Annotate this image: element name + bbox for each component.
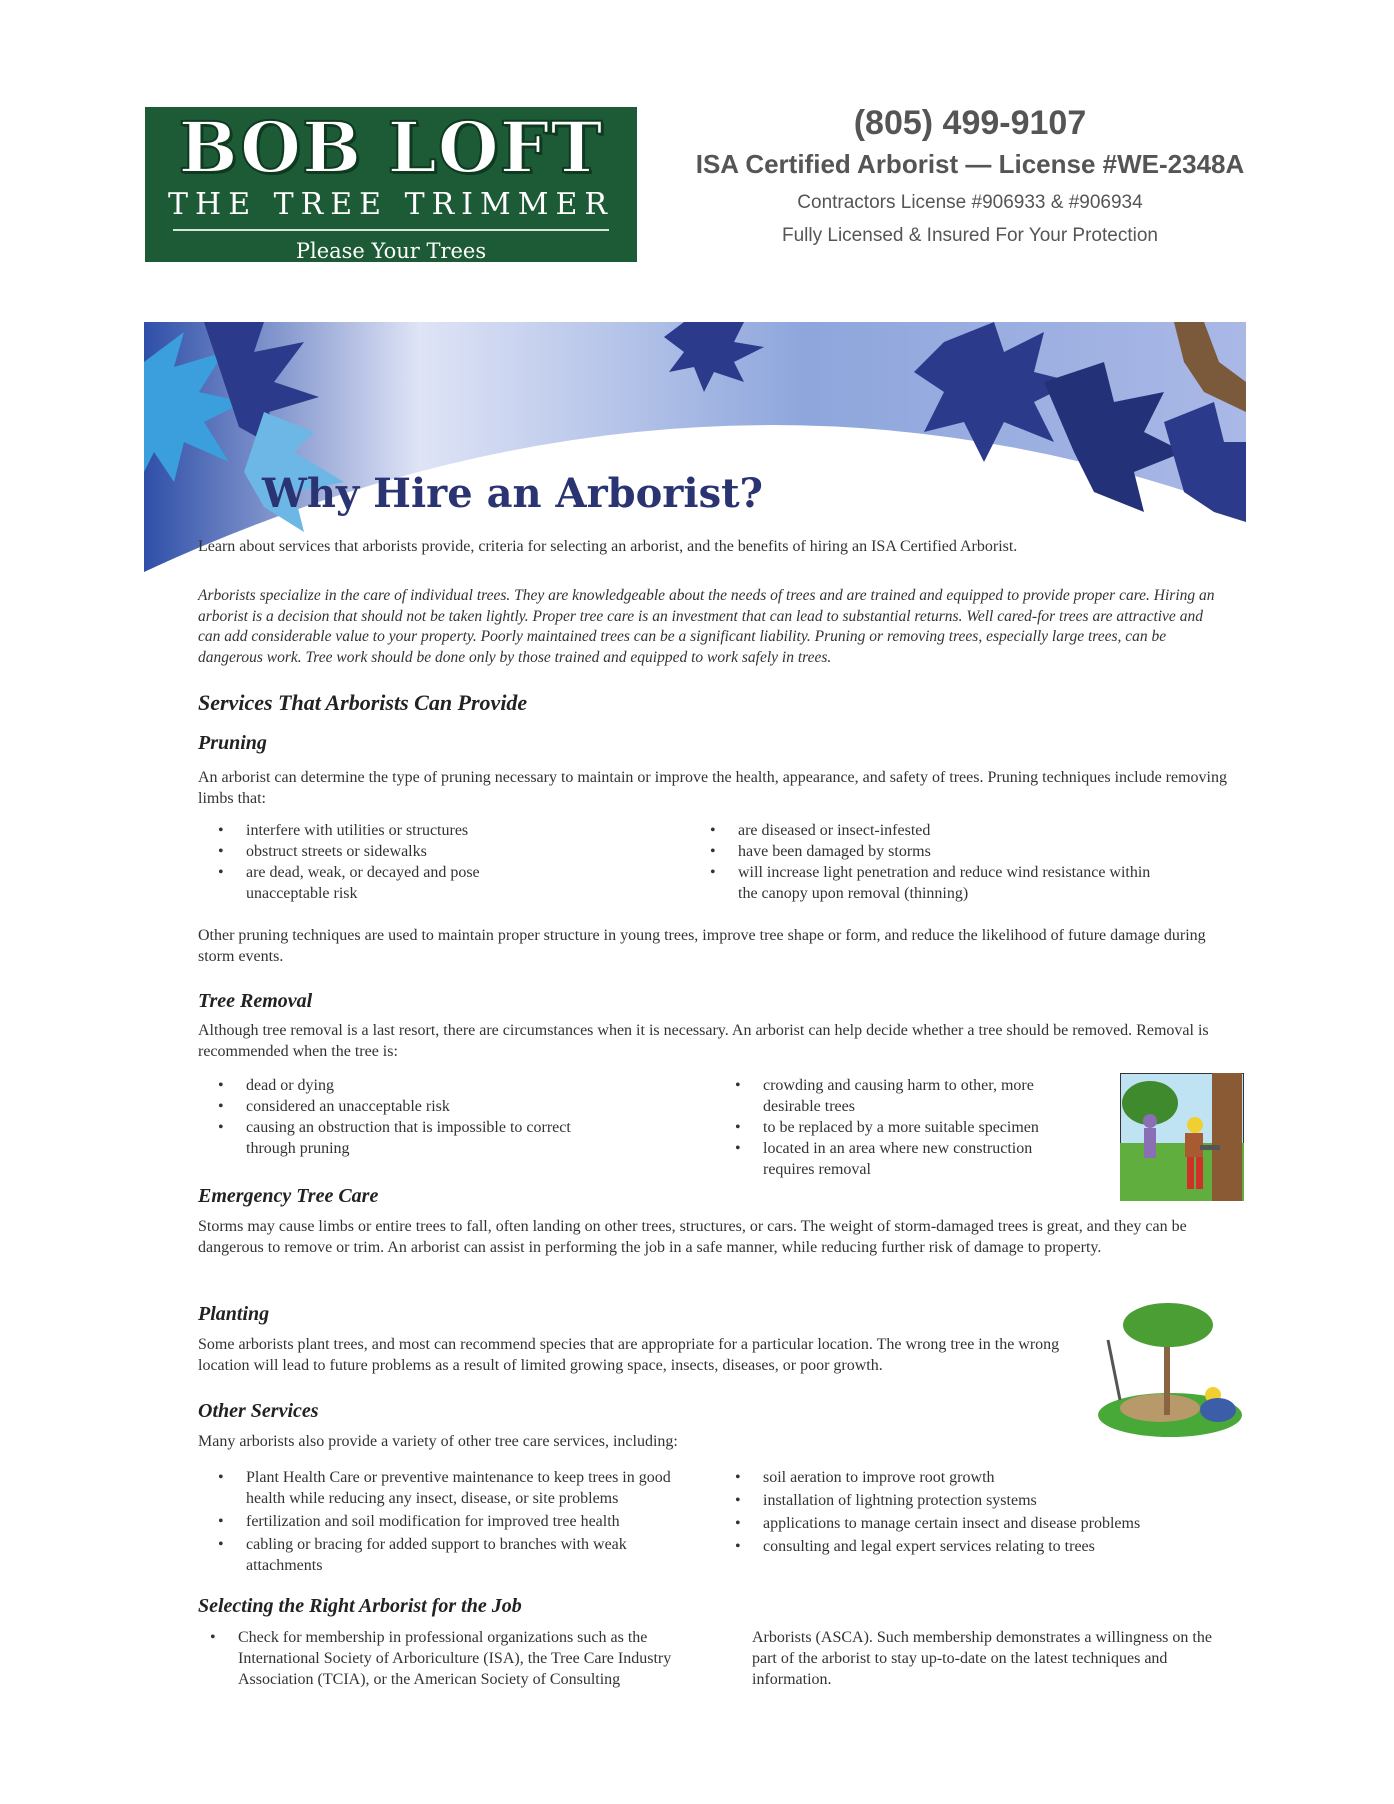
list-item: • to be replaced by a more suitable specimen	[715, 1117, 1055, 1138]
logo-tagline: Please Your Trees	[295, 239, 487, 263]
tree-removal-illustration	[1120, 1073, 1244, 1201]
logo-name: BOB LOFT	[178, 106, 604, 189]
other-heading: Other Services	[198, 1400, 319, 1422]
list-item: • soil aeration to improve root growth	[715, 1467, 1195, 1488]
logo-divider	[173, 229, 609, 231]
pruning-list-right	[690, 820, 1160, 904]
intro-italic: Arborists specialize in the care of individual trees. They are knowledgeable about the needs of trees and are trained and equipped to provide proper care. Hiring an arborist is a decision that should not be taken lightly. Proper tree care is an investment that can lead to substantial returns. Well cared-for trees are attractive and can add considerable value to your property. Poorly maintained trees can be a significant liability. Pruning or removing trees, especially large trees, can be dangerous work. Tree work should be done only by those trained and equipped to work safely in trees.	[198, 587, 1215, 666]
pruning-text: An arborist can determine the type of pruning necessary to maintain or improve the health, appearance, and safety of trees. Pruning techniques include removing limbs that:	[198, 769, 1227, 807]
contact-block	[640, 104, 1300, 258]
list-item: • dead or dying	[198, 1075, 578, 1096]
emergency-text: Storms may cause limbs or entire trees to fall, often landing on other trees, structures, or cars. The weight of storm-damaged trees is great, and they can be dangerous to remove or trim. An arborist can assist in performing the job in a safe manner, while reducing further risk of damage to property.	[198, 1218, 1187, 1256]
planting-text: Some arborists plant trees, and most can recommend species that are appropriate for a particular location. The wrong tree in the wrong location will lead to future problems as a result of limited growing space, insects, diseases, or poor growth.	[198, 1336, 1060, 1374]
list-item: • causing an obstruction that is impossible to correct through pruning	[198, 1117, 578, 1159]
pruning-heading: Pruning	[198, 732, 267, 754]
list-item: • are diseased or insect-infested	[690, 820, 1160, 841]
other-list-left	[198, 1467, 698, 1576]
other-text: Many arborists also provide a variety of other tree care services, including:	[198, 1433, 678, 1450]
emergency-heading: Emergency Tree Care	[198, 1185, 379, 1207]
list-item: • consulting and legal expert services relating to trees	[715, 1536, 1195, 1557]
company-logo	[145, 107, 637, 262]
pruning-list-left	[198, 820, 558, 904]
list-item: • are dead, weak, or decayed and pose unacceptable risk	[198, 862, 558, 904]
removal-text: Although tree removal is a last resort, there are circumstances when it is necessary. An arborist can help decide whether a tree should be removed. Removal is recommended when the tree is:	[198, 1022, 1209, 1060]
intro-text: Learn about services that arborists provide, criteria for selecting an arborist, and the benefits of hiring an ISA Certified Arborist.	[198, 538, 1018, 555]
other-list-right	[715, 1467, 1195, 1557]
list-item: • crowding and causing harm to other, more desirable trees	[715, 1075, 1055, 1117]
removal-list-left	[198, 1075, 578, 1159]
page-title: Why Hire an Arborist?	[262, 470, 763, 517]
planting-heading: Planting	[198, 1303, 270, 1325]
list-item: • considered an unacceptable risk	[198, 1096, 578, 1117]
list-item: • have been damaged by storms	[690, 841, 1160, 862]
isa-license: ISA Certified Arborist — License #WE-2348A	[695, 149, 1245, 179]
list-item: • obstruct streets or sidewalks	[198, 841, 558, 862]
list-item: • Check for membership in professional organizations such as the International Society of Arboriculture (ISA), the Tree Care Industry Association (TCIA), or the American Society of Consulting	[190, 1627, 700, 1690]
selecting-heading: Selecting the Right Arborist for the Job	[198, 1595, 522, 1617]
pruning-after-text: Other pruning techniques are used to maintain proper structure in young trees, improve tree shape or form, and reduce the likelihood of future damage during storm events.	[198, 927, 1206, 965]
removal-list-right	[715, 1075, 1055, 1180]
list-item: • applications to manage certain insect and disease problems	[715, 1513, 1195, 1534]
list-item: • cabling or bracing for added support to branches with weak attachments	[198, 1534, 698, 1576]
list-item: • will increase light penetration and reduce wind resistance within the canopy upon removal (thinning)	[690, 862, 1160, 904]
list-item: • Plant Health Care or preventive maintenance to keep trees in good health while reducing any insect, disease, or site problems	[198, 1467, 698, 1509]
planting-illustration	[1090, 1300, 1246, 1440]
list-item: • located in an area where new construction requires removal	[715, 1138, 1055, 1180]
phone-number: (805) 499-9107	[853, 104, 1087, 142]
contractor-license: Contractors License #906933 & #906934	[797, 192, 1143, 213]
selecting-list	[190, 1627, 700, 1690]
removal-heading: Tree Removal	[198, 990, 313, 1012]
services-heading: Services That Arborists Can Provide	[198, 690, 528, 715]
list-item: • installation of lightning protection systems	[715, 1490, 1195, 1511]
list-item: • fertilization and soil modification for improved tree health	[198, 1511, 698, 1532]
logo-subtitle: THE TREE TRIMMER	[168, 187, 614, 222]
insured-line: Fully Licensed & Insured For Your Protection	[782, 225, 1158, 246]
selecting-continued-text: Arborists (ASCA). Such membership demonstrates a willingness on the part of the arborist to stay up-to-date on the latest techniques and information.	[752, 1629, 1212, 1688]
list-item: • interfere with utilities or structures	[198, 820, 558, 841]
